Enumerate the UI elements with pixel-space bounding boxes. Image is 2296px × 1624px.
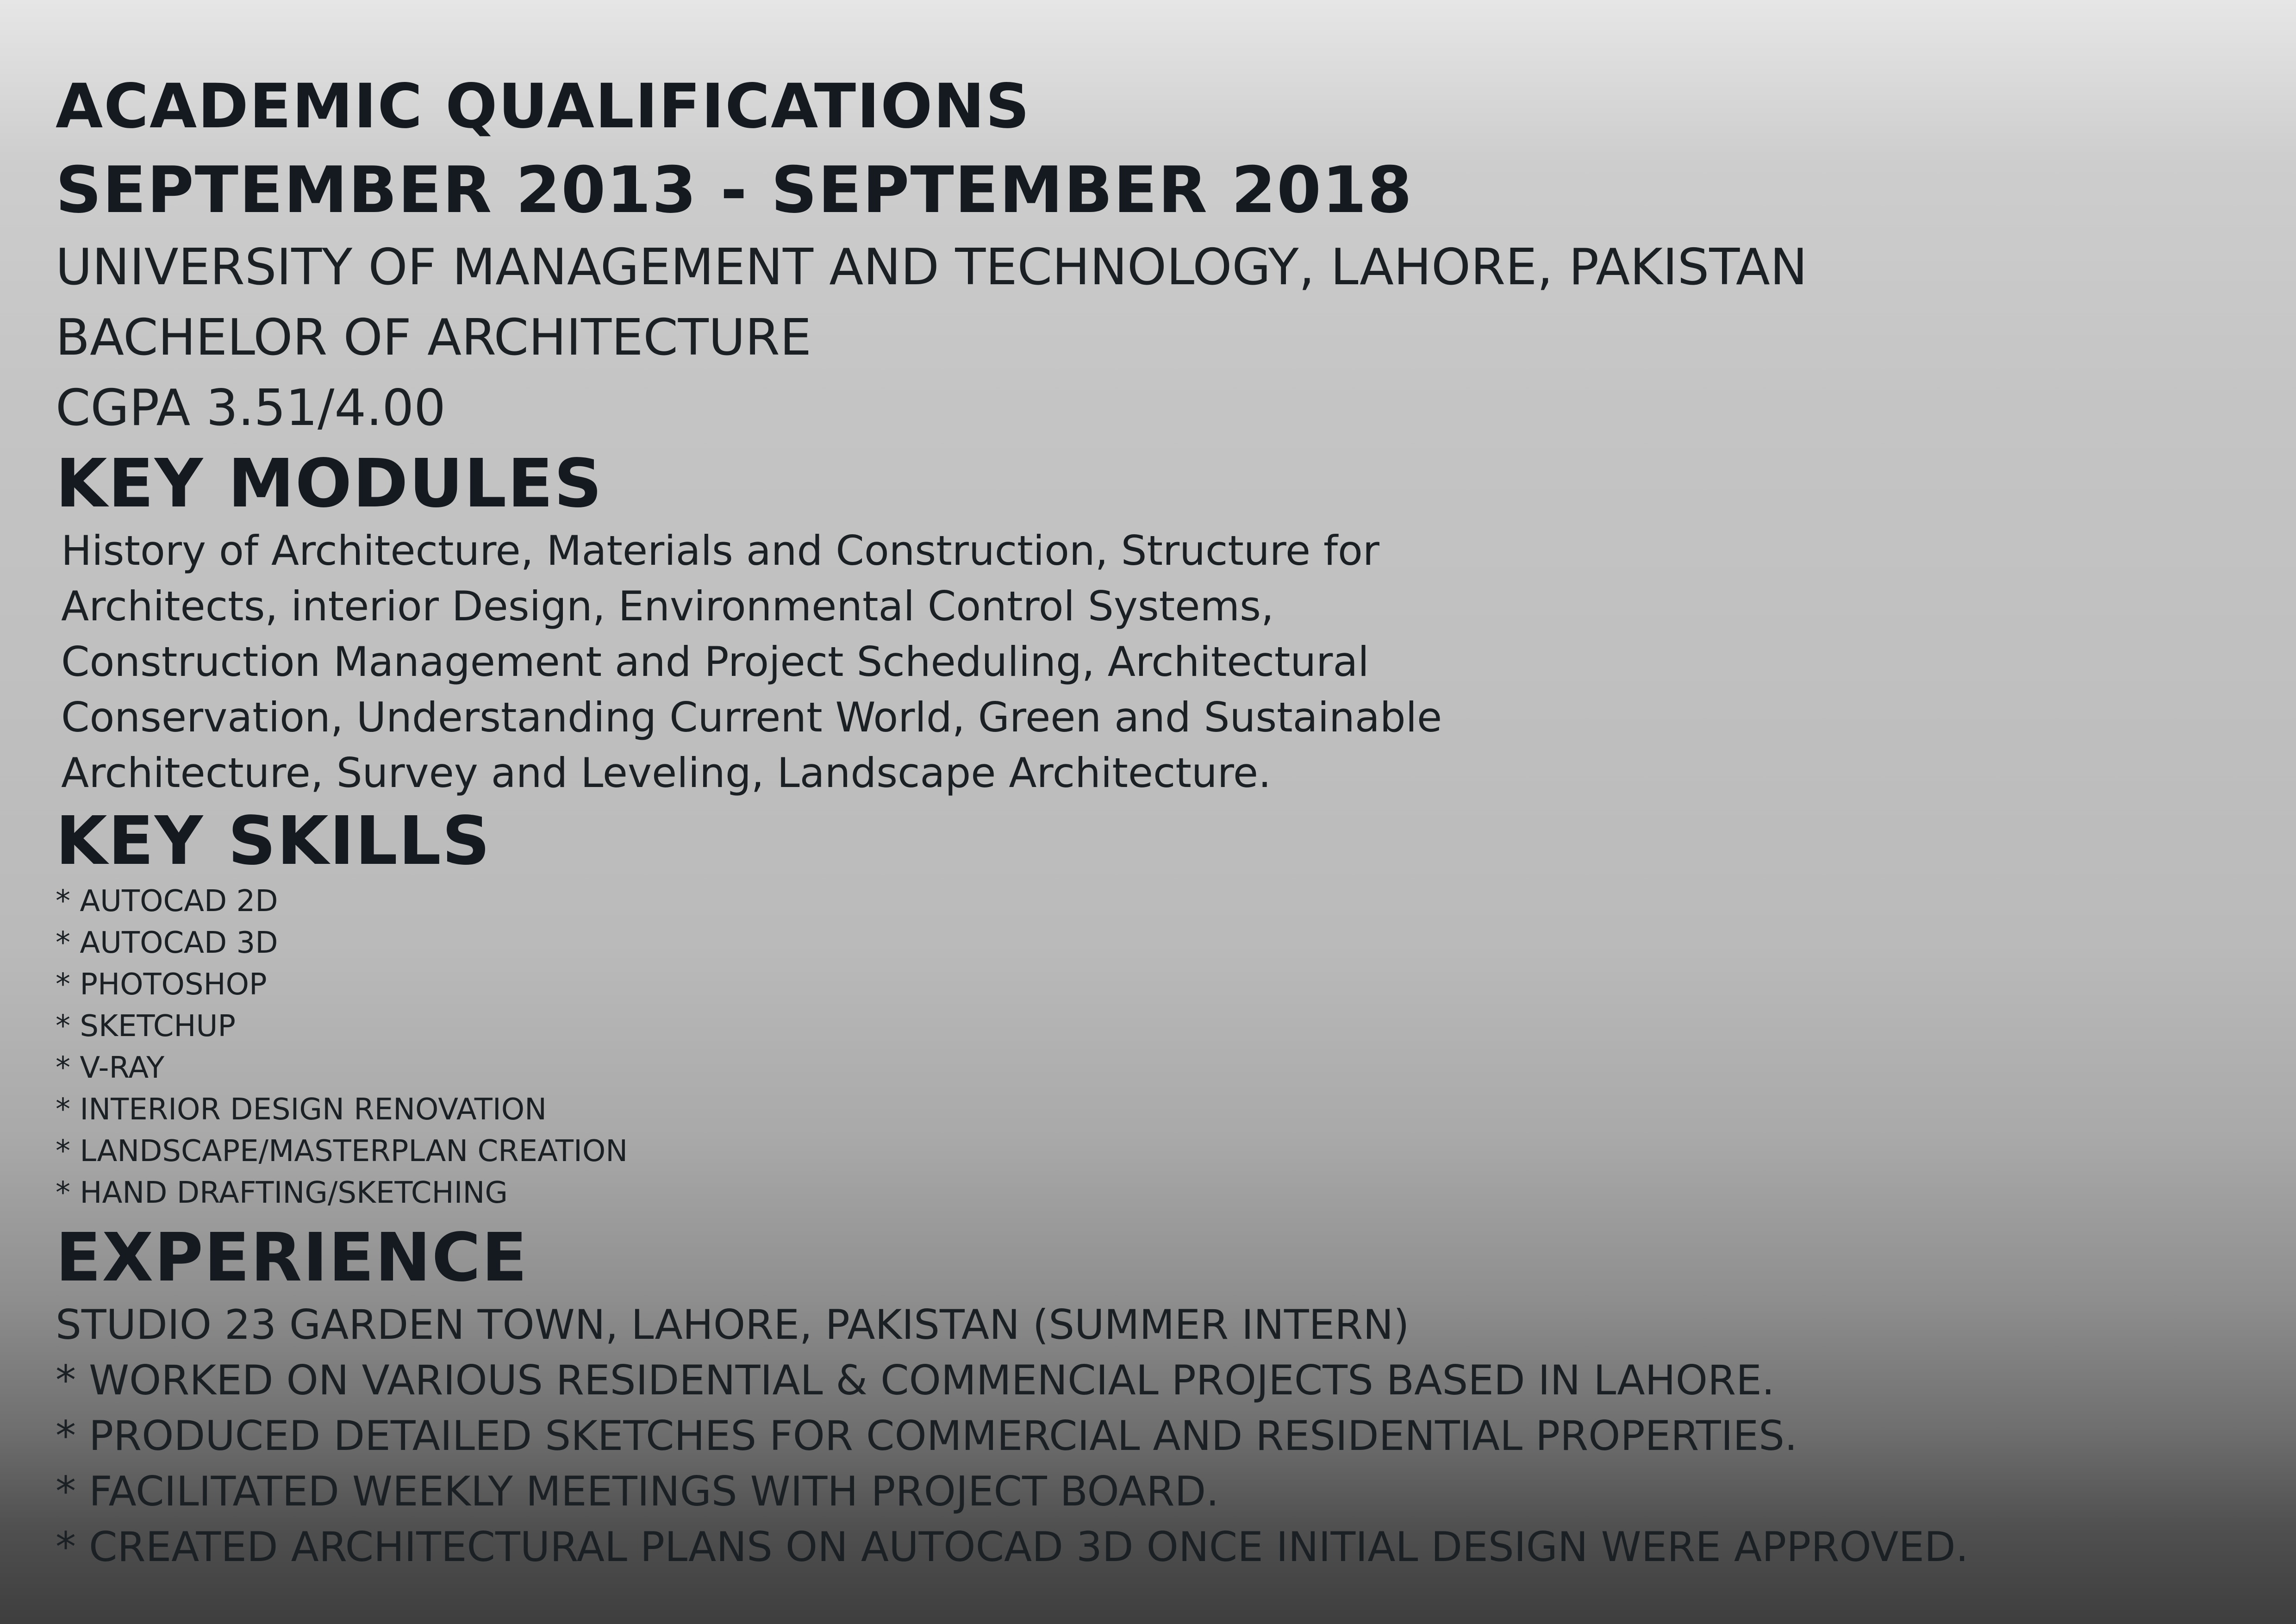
academic-section [56, 65, 2231, 443]
module-line: History of Architecture, Materials and Construction, Structure for [61, 527, 1379, 575]
experience-item: * PRODUCED DETAILED SKETCHES FOR COMMERCIAL AND RESIDENTIAL PROPERTIES. [56, 1412, 1797, 1460]
skill-item: * PHOTOSHOP [56, 968, 267, 1002]
degree: BACHELOR OF ARCHITECTURE [56, 309, 812, 367]
skill-item: * INTERIOR DESIGN RENOVATION [56, 1093, 547, 1127]
cgpa: CGPA 3.51/4.00 [56, 379, 446, 437]
skill-item: * LANDSCAPE/MASTERPLAN CREATION [56, 1134, 628, 1168]
academic-heading: ACADEMIC QUALIFICATIONS [56, 71, 1030, 142]
experience-item: * FACILITATED WEEKLY MEETINGS WITH PROJECT BOARD. [56, 1468, 1219, 1515]
key-skills-section [56, 801, 2231, 1214]
key-modules-heading: KEY MODULES [56, 444, 603, 522]
skill-item: * V-RAY [56, 1051, 165, 1085]
key-skills-heading: KEY SKILLS [56, 802, 491, 880]
skill-item: * AUTOCAD 3D [56, 926, 278, 960]
skill-item: * SKETCHUP [56, 1009, 236, 1043]
experience-list [56, 1353, 2231, 1575]
module-line: Architecture, Survey and Leveling, Landscape Architecture. [61, 749, 1272, 797]
resume-page [56, 65, 2231, 1575]
experience-heading: EXPERIENCE [56, 1218, 528, 1296]
module-line: Conservation, Understanding Current World, Green and Sustainable [61, 693, 1442, 741]
experience-item: * CREATED ARCHITECTURAL PLANS ON AUTOCAD 3D ONCE INITIAL DESIGN WERE APPROVED. [56, 1523, 1969, 1571]
experience-section [56, 1218, 2231, 1575]
institution: UNIVERSITY OF MANAGEMENT AND TECHNOLOGY, LAHORE, PAKISTAN [56, 238, 1808, 296]
skill-item: * AUTOCAD 2D [56, 884, 278, 918]
study-period: SEPTEMBER 2013 - SEPTEMBER 2018 [56, 153, 1413, 227]
key-modules-section [56, 443, 2231, 801]
experience-role: STUDIO 23 GARDEN TOWN, LAHORE, PAKISTAN (SUMMER INTERN) [56, 1301, 1410, 1349]
module-line: Architects, interior Design, Environmental Control Systems, [61, 582, 1274, 630]
module-line: Construction Management and Project Scheduling, Architectural [61, 638, 1369, 686]
skill-item: * HAND DRAFTING/SKETCHING [56, 1176, 508, 1210]
key-modules-text [61, 523, 2231, 801]
skills-list [56, 881, 2231, 1214]
experience-item: * WORKED ON VARIOUS RESIDENTIAL & COMMENCIAL PROJECTS BASED IN LAHORE. [56, 1356, 1775, 1404]
